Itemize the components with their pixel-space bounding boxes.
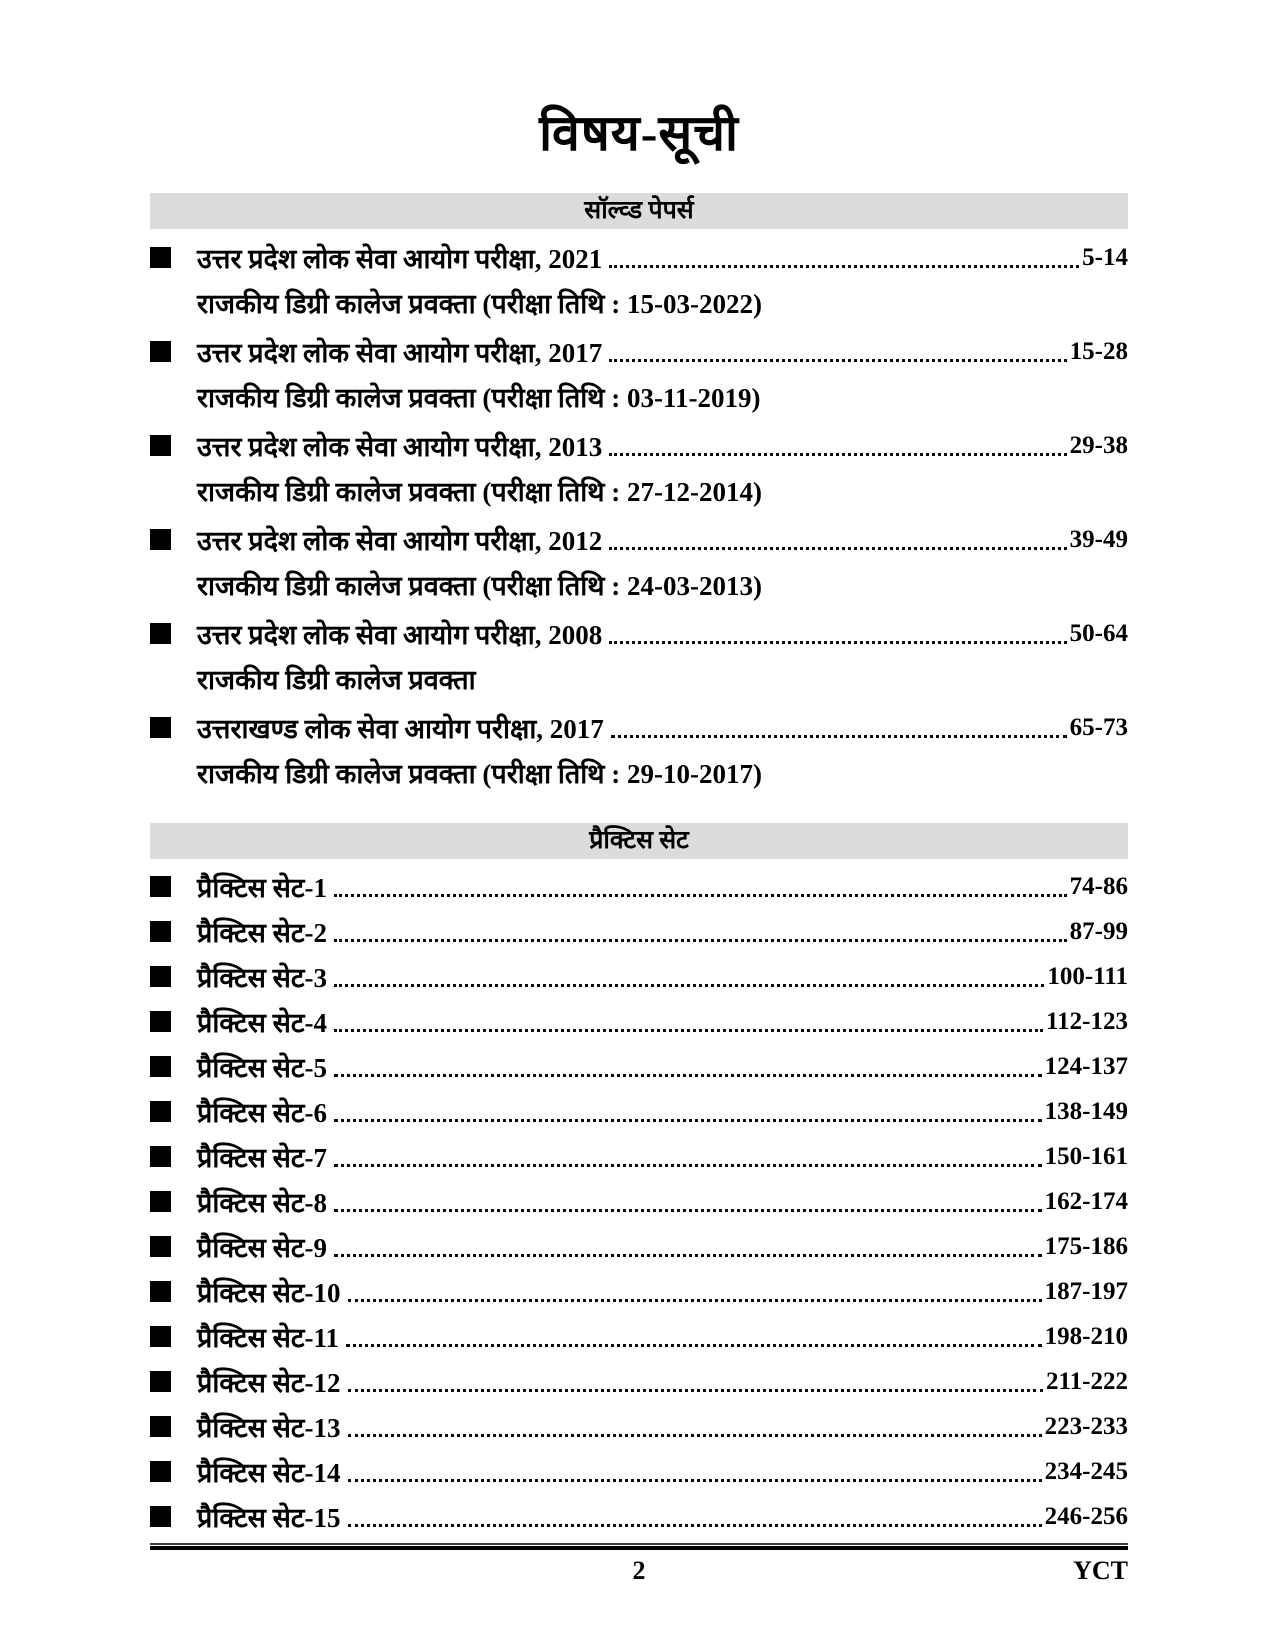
square-bullet-icon (150, 1191, 171, 1212)
page-footer (150, 1550, 1128, 1592)
toc-entry-row (150, 328, 1128, 375)
toc-entry-pages: 198-210 (1044, 1322, 1128, 1350)
toc-entry-row (150, 1359, 1128, 1404)
toc-entry-subtitle: राजकीय डिग्री कालेज प्रवक्ता (परीक्षा तिथि : 03-11-2019) (197, 383, 761, 413)
dot-leader (334, 1119, 1042, 1122)
square-bullet-icon (150, 623, 171, 644)
dot-leader (348, 1389, 1044, 1392)
toc-sections (150, 193, 1128, 1539)
toc-entry-subtitle: राजकीय डिग्री कालेज प्रवक्ता (परीक्षा तिथि : 15-03-2022) (197, 289, 762, 319)
square-bullet-icon (150, 717, 171, 738)
toc-entry-pages: 211-222 (1046, 1367, 1128, 1395)
square-bullet-icon (150, 1506, 171, 1527)
toc-entry-title: प्रैक्टिस सेट-1 (197, 873, 328, 903)
toc-entry-title: उत्तर प्रदेश लोक सेवा आयोग परीक्षा, 2017 (197, 338, 603, 368)
toc-entry-pages: 74-86 (1069, 872, 1128, 900)
footer-page-number: 2 (632, 1556, 646, 1585)
toc-entry-title: प्रैक्टिस सेट-13 (197, 1413, 341, 1443)
dot-leader (334, 1209, 1042, 1212)
toc-entry-pages: 124-137 (1044, 1052, 1128, 1080)
toc-entry-list (150, 859, 1128, 1539)
square-bullet-icon (150, 435, 171, 456)
footer-brand: YCT (1073, 1556, 1128, 1585)
toc-entry-title: प्रैक्टिस सेट-12 (197, 1368, 341, 1398)
toc-entry-pages: 39-49 (1069, 525, 1128, 553)
toc-entry-title: प्रैक्टिस सेट-5 (197, 1053, 328, 1083)
toc-entry-subtitle: राजकीय डिग्री कालेज प्रवक्ता (197, 665, 476, 695)
toc-entry-row (150, 1314, 1128, 1359)
toc-entry-row (150, 704, 1128, 751)
toc-entry-row (150, 234, 1128, 281)
dot-leader (334, 1074, 1042, 1077)
square-bullet-icon (150, 1236, 171, 1257)
toc-entry-title: प्रैक्टिस सेट-8 (197, 1188, 328, 1218)
square-bullet-icon (150, 876, 171, 897)
toc-entry-pages: 5-14 (1082, 243, 1128, 271)
square-bullet-icon (150, 1461, 171, 1482)
square-bullet-icon (150, 529, 171, 550)
dot-leader (348, 1524, 1042, 1527)
dot-leader (609, 453, 1066, 456)
toc-entry-row (150, 1449, 1128, 1494)
dot-leader (334, 1029, 1043, 1032)
dot-leader (348, 1479, 1042, 1482)
toc-entry-title: प्रैक्टिस सेट-14 (197, 1458, 341, 1488)
toc-entry-row (150, 954, 1128, 999)
square-bullet-icon (150, 1326, 171, 1347)
toc-entry-list (150, 229, 1128, 798)
dot-leader (346, 1344, 1042, 1347)
section-heading-banner: सॉल्व्ड पेपर्स (150, 193, 1128, 229)
toc-entry-title: प्रैक्टिस सेट-9 (197, 1233, 328, 1263)
toc-entry-pages: 15-28 (1069, 337, 1128, 365)
dot-leader (609, 359, 1066, 362)
toc-entry-row (150, 1044, 1128, 1089)
toc-entry-title: प्रैक्टिस सेट-3 (197, 963, 328, 993)
square-bullet-icon (150, 1281, 171, 1302)
toc-entry-row (150, 1134, 1128, 1179)
toc-entry-pages: 234-245 (1044, 1457, 1128, 1485)
toc-entry-title: उत्तर प्रदेश लोक सेवा आयोग परीक्षा, 2008 (197, 620, 603, 650)
toc-entry-title: प्रैक्टिस सेट-11 (197, 1323, 340, 1353)
toc-entry-title: प्रैक्टिस सेट-7 (197, 1143, 328, 1173)
toc-entry-pages: 138-149 (1044, 1097, 1128, 1125)
toc-entry-pages: 50-64 (1069, 619, 1128, 647)
dot-leader (609, 265, 1079, 268)
toc-entry-title: प्रैक्टिस सेट-10 (197, 1278, 341, 1308)
page-content (150, 0, 1128, 1592)
toc-entry-pages: 175-186 (1044, 1232, 1128, 1260)
square-bullet-icon (150, 1146, 171, 1167)
toc-entry-row (150, 1494, 1128, 1539)
square-bullet-icon (150, 921, 171, 942)
page-title: विषय-सूची (539, 105, 739, 161)
toc-entry-pages: 150-161 (1044, 1142, 1128, 1170)
square-bullet-icon (150, 247, 171, 268)
toc-section (150, 823, 1128, 1539)
dot-leader (334, 939, 1067, 942)
square-bullet-icon (150, 1101, 171, 1122)
footer-divider (150, 1543, 1128, 1550)
toc-entry-row (150, 422, 1128, 469)
dot-leader (348, 1434, 1042, 1437)
dot-leader (611, 735, 1067, 738)
toc-entry-subtitle: राजकीय डिग्री कालेज प्रवक्ता (परीक्षा तिथि : 24-03-2013) (197, 571, 762, 601)
toc-entry-title: उत्तराखण्ड लोक सेवा आयोग परीक्षा, 2017 (197, 714, 604, 744)
toc-entry-pages: 223-233 (1044, 1412, 1128, 1440)
square-bullet-icon (150, 1416, 171, 1437)
dot-leader (334, 1254, 1042, 1257)
square-bullet-icon (150, 966, 171, 987)
toc-entry-subtitle: राजकीय डिग्री कालेज प्रवक्ता (परीक्षा तिथि : 29-10-2017) (197, 759, 762, 789)
toc-entry-row (150, 864, 1128, 909)
dot-leader (334, 894, 1067, 897)
toc-section (150, 193, 1128, 798)
dot-leader (348, 1299, 1042, 1302)
square-bullet-icon (150, 341, 171, 362)
toc-entry-pages: 29-38 (1069, 431, 1128, 459)
toc-entry-pages: 162-174 (1044, 1187, 1128, 1215)
toc-entry-pages: 246-256 (1044, 1502, 1128, 1530)
toc-entry-row (150, 1404, 1128, 1449)
toc-entry-row (150, 1089, 1128, 1134)
toc-entry-row (150, 1179, 1128, 1224)
toc-entry-title: प्रैक्टिस सेट-4 (197, 1008, 328, 1038)
dot-leader (334, 984, 1044, 987)
toc-entry-pages: 187-197 (1044, 1277, 1128, 1305)
dot-leader (334, 1164, 1042, 1167)
toc-entry-row (150, 610, 1128, 657)
toc-entry-row (150, 1224, 1128, 1269)
toc-entry-title: उत्तर प्रदेश लोक सेवा आयोग परीक्षा, 2012 (197, 526, 603, 556)
square-bullet-icon (150, 1011, 171, 1032)
toc-entry-pages: 87-99 (1069, 917, 1128, 945)
section-heading-banner: प्रैक्टिस सेट (150, 823, 1128, 859)
toc-entry-title: प्रैक्टिस सेट-15 (197, 1503, 341, 1533)
toc-entry-title: उत्तर प्रदेश लोक सेवा आयोग परीक्षा, 2013 (197, 432, 603, 462)
toc-entry-title: प्रैक्टिस सेट-2 (197, 918, 328, 948)
toc-entry-row (150, 1269, 1128, 1314)
toc-entry-subtitle: राजकीय डिग्री कालेज प्रवक्ता (परीक्षा तिथि : 27-12-2014) (197, 477, 762, 507)
toc-entry-title: उत्तर प्रदेश लोक सेवा आयोग परीक्षा, 2021 (197, 244, 603, 274)
dot-leader (609, 547, 1066, 550)
toc-entry-row (150, 999, 1128, 1044)
square-bullet-icon (150, 1056, 171, 1077)
toc-entry-pages: 100-111 (1047, 962, 1128, 990)
toc-entry-row (150, 909, 1128, 954)
dot-leader (609, 641, 1066, 644)
toc-entry-pages: 65-73 (1069, 713, 1128, 741)
square-bullet-icon (150, 1371, 171, 1392)
toc-entry-pages: 112-123 (1046, 1007, 1128, 1035)
toc-entry-row (150, 516, 1128, 563)
toc-entry-title: प्रैक्टिस सेट-6 (197, 1098, 328, 1128)
